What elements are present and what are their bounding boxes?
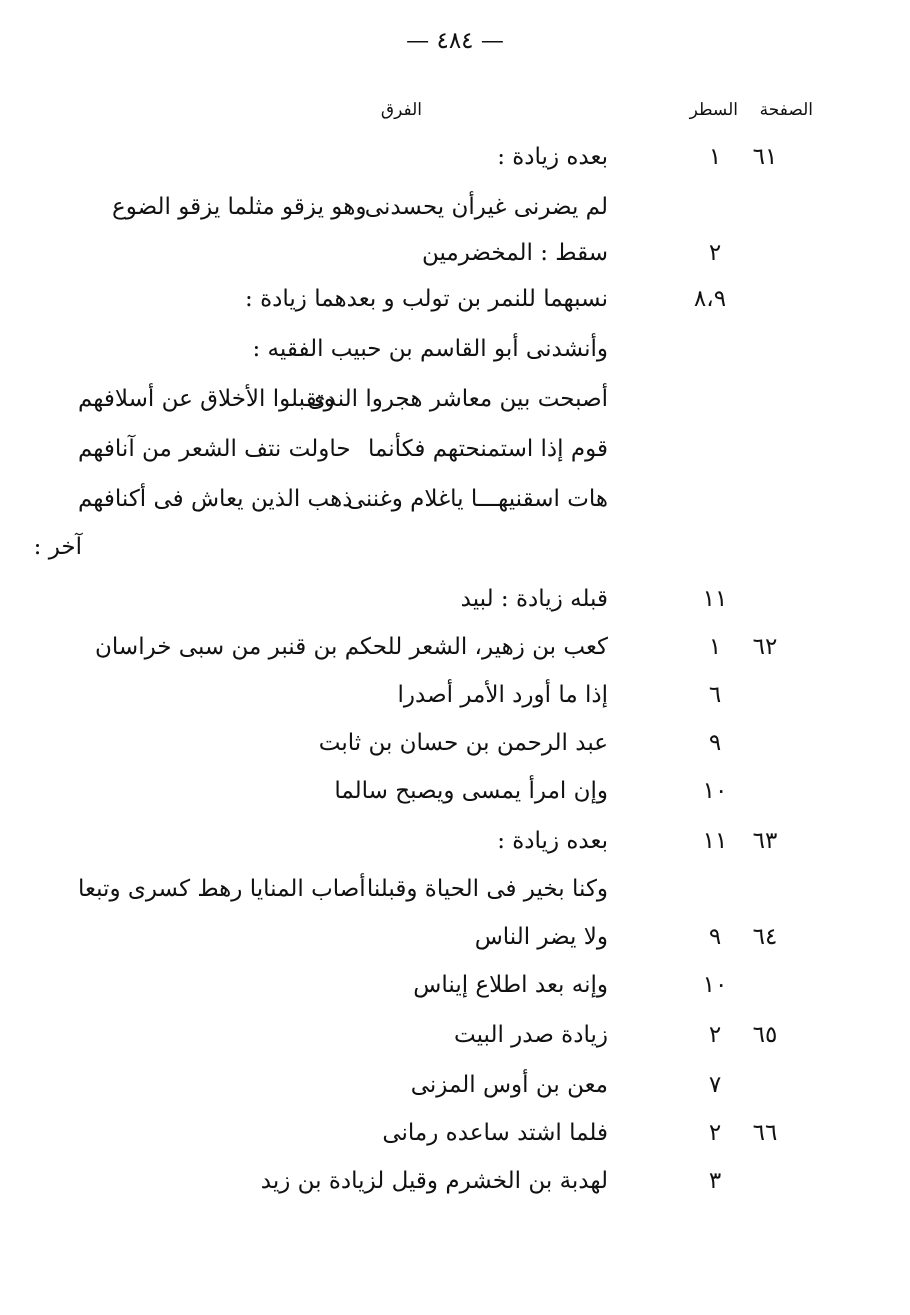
table-row [0, 972, 910, 1012]
line-cell: ٧ [708, 1072, 722, 1098]
table-row [0, 682, 910, 722]
page-cell: ٦٦ [752, 1120, 778, 1146]
line-cell: ١١ [702, 586, 728, 612]
line-cell: ١٠ [702, 972, 728, 998]
line-cell: ٨،٩ [693, 286, 727, 312]
diff-cell: ولا يضر الناس [474, 924, 608, 950]
line-cell: ١ [708, 144, 722, 170]
verse-second-hemistich: وتقبلوا الأخلاق عن أسلافهم [78, 386, 335, 412]
diff-cell: وأنشدنى أبو القاسم بن حبيب الفقيه : [252, 336, 608, 362]
table-row [0, 1168, 910, 1208]
page-cell: ٦٣ [752, 828, 778, 854]
table-row [0, 286, 910, 326]
line-cell: ٩ [708, 730, 722, 756]
line-cell: ٩ [708, 924, 722, 950]
line-cell: ٣ [708, 1168, 722, 1194]
verse-first-hemistich: قوم إذا استمنحتهم فكأنما [367, 436, 608, 462]
diff-cell: بعده زيادة : [497, 828, 608, 854]
diff-cell: عبد الرحمن بن حسان بن ثابت [318, 730, 608, 756]
table-row [0, 240, 910, 280]
table-row [0, 586, 910, 626]
verse-second-hemistich: أصاب المنايا رهط كسرى وتبعا [78, 876, 366, 902]
verse-first-hemistich: لم يضرنى غيرأن يحسدنى [364, 194, 608, 220]
line-cell: ١٠ [702, 778, 728, 804]
diff-cell: وإنه بعد اطلاع إيناس [413, 972, 608, 998]
table-row [0, 828, 910, 868]
page-cell: ٦١ [752, 144, 778, 170]
diff-cell: آخر : [33, 534, 82, 560]
diff-cell: زيادة صدر البيت [453, 1022, 608, 1048]
line-cell: ٢ [708, 1120, 722, 1146]
table-row [0, 336, 910, 376]
verse-first-hemistich: هات اسقنيهـــا ياغلام وغننى [346, 486, 608, 512]
table-row [0, 534, 910, 574]
verse-row [0, 876, 910, 916]
diff-cell: وإن امرأ يمسى ويصبح سالما [334, 778, 608, 804]
table-row [0, 1120, 910, 1160]
verse-row [0, 386, 910, 426]
table-row [0, 924, 910, 964]
header-line: السطر [689, 100, 738, 120]
verse-row [0, 486, 910, 526]
line-cell: ٢ [708, 1022, 722, 1048]
verse-second-hemistich: حاولت نتف الشعر من آنافهم [78, 436, 351, 462]
page-cell: ٦٥ [752, 1022, 778, 1048]
table-row [0, 730, 910, 770]
table-row [0, 634, 910, 674]
diff-cell: لهدبة بن الخشرم وقيل لزيادة بن زيد [260, 1168, 608, 1194]
diff-cell: سقط : المخضرمين [421, 240, 608, 266]
line-cell: ٢ [708, 240, 722, 266]
diff-cell: قبله زيادة : لبيد [460, 586, 608, 612]
verse-second-hemistich: ذهب الذين يعاش فى أكنافهم [78, 486, 353, 512]
page-cell: ٦٤ [752, 924, 778, 950]
verse-first-hemistich: أصبحت بين معاشر هجروا الندى [307, 386, 608, 412]
line-cell: ٦ [708, 682, 722, 708]
diff-cell: نسبهما للنمر بن تولب و بعدهما زيادة : [245, 286, 608, 312]
diff-cell: معن بن أوس المزنى [410, 1072, 608, 1098]
diff-cell: إذا ما أورد الأمر أصدرا [397, 682, 608, 708]
page-cell: ٦٢ [752, 634, 778, 660]
line-cell: ١ [708, 634, 722, 660]
verse-first-hemistich: وكنا بخير فى الحياة وقبلنا [366, 876, 608, 902]
table-row [0, 144, 910, 184]
verse-second-hemistich: وهو يزقو مثلما يزقو الضوع [112, 194, 367, 220]
diff-cell: كعب بن زهير، الشعر للحكم بن قنبر من سبى خراسان [95, 634, 608, 660]
table-row [0, 1072, 910, 1112]
verse-row [0, 194, 910, 234]
line-cell: ١١ [702, 828, 728, 854]
table-row [0, 778, 910, 818]
diff-cell: بعده زيادة : [497, 144, 608, 170]
verse-row [0, 436, 910, 476]
page-number: — ٤٨٤ — [406, 28, 504, 54]
header-diff: الفرق [380, 100, 422, 120]
table-row [0, 1022, 910, 1062]
diff-cell: فلما اشتد ساعده رمانى [382, 1120, 608, 1146]
header-page: الصفحة [759, 100, 813, 120]
